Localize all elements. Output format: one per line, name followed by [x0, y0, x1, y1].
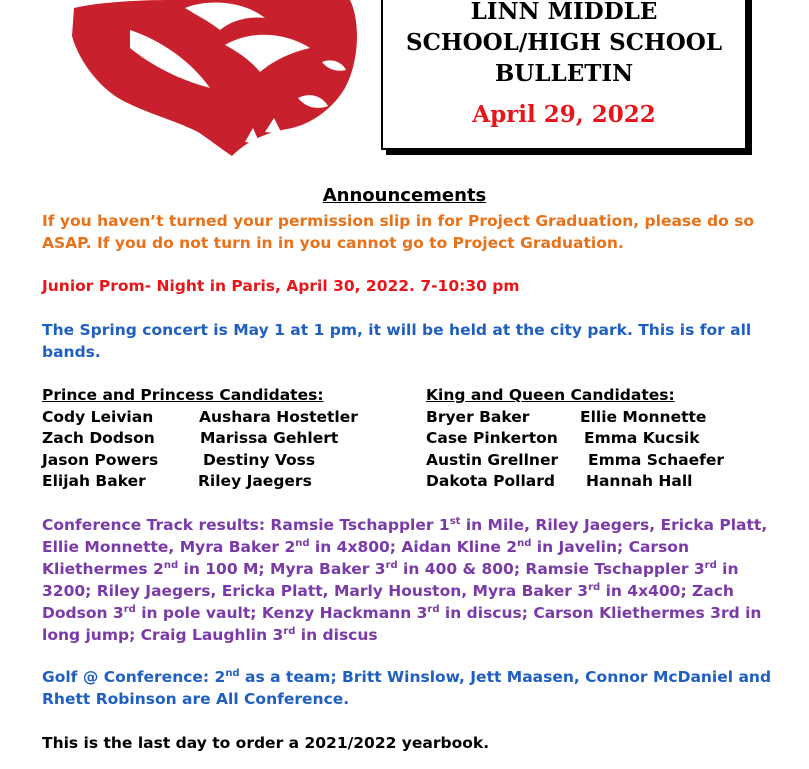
prince-candidate: Cody Leivian: [42, 407, 154, 426]
king-candidate: Case Pinkerton: [426, 429, 558, 447]
title-line-2: SCHOOL/HIGH SCHOOL: [405, 29, 723, 56]
queen-candidate: Ellie Monnette: [580, 407, 707, 426]
ordinal-suffix: rd: [704, 559, 717, 571]
king-queen-heading: King and Queen Candidates:: [426, 386, 675, 404]
track-text: in Mile, Riley Jaegers, Ericka Platt, Ellie Monnette, Myra Baker 2: [42, 516, 768, 556]
queen-candidate: Emma Kucsik: [584, 429, 700, 447]
track-text: in 4x800; Aidan Kline 2: [309, 538, 518, 556]
track-text: in 3200; Riley Jaegers, Ericka Platt, Marly Houston, Myra Baker 3: [42, 560, 739, 600]
queen-candidate: Hannah Hall: [586, 472, 693, 490]
queen-candidate: Emma Schaefer: [588, 450, 725, 469]
track-text: in 400 & 800; Ramsie Tschappler 3: [397, 560, 705, 578]
ordinal-suffix: rd: [588, 581, 601, 593]
announcements-heading: Announcements: [322, 185, 487, 206]
candidate-row: [42, 450, 358, 472]
junior-prom-notice: Junior Prom- Night in Paris, April 30, 2022. 7-10:30 pm: [42, 277, 520, 295]
track-text: in discus; Carson Kliethermes 3rd in long jump; Craig Laughlin 3: [42, 604, 762, 644]
yearbook-notice: This is the last day to order a 2021/2022 yearbook.: [42, 734, 490, 752]
project-graduation-notice: If you haven’t turned your permission slip in for Project Graduation, please do so ASAP. If you do not turn in in you cannot go to Project Graduation.: [42, 212, 755, 252]
candidate-row: [426, 407, 724, 429]
prince-candidate: Jason Powers: [42, 450, 159, 469]
king-candidate: Bryer Baker: [426, 407, 530, 426]
track-text: in 100 M; Myra Baker 3: [178, 560, 386, 578]
title-line-1: LINN MIDDLE: [470, 0, 658, 25]
track-text: in discus: [295, 626, 378, 644]
ordinal-suffix: rd: [427, 603, 440, 615]
ordinal-suffix: nd: [225, 667, 240, 679]
golf-conference-results: [42, 666, 782, 710]
ordinal-suffix: rd: [123, 603, 136, 615]
prince-candidate: Elijah Baker: [42, 472, 146, 490]
king-queen-candidates: [426, 385, 724, 493]
candidate-row: [426, 471, 724, 493]
track-results: [42, 514, 782, 646]
track-text: Conference Track results: Ramsie Tschappler 1: [42, 516, 450, 534]
candidate-row: [42, 428, 358, 450]
princess-candidate: Marissa Gehlert: [200, 429, 339, 447]
golf-text: as a team; Britt Winslow, Jett Maasen, Connor McDaniel and Rhett Robinson are All Conference.: [42, 668, 772, 708]
track-text: in Javelin; Carson Kliethermes 2: [42, 538, 689, 578]
bulletin-date: April 29, 2022: [472, 101, 656, 128]
ordinal-suffix: nd: [295, 537, 310, 549]
candidate-row: [426, 428, 724, 450]
prince-princess-candidates: [42, 385, 358, 493]
candidate-row: [426, 450, 724, 472]
wildcat-head-icon: [60, 0, 360, 160]
track-text: in 4x400; Zach Dodson 3: [42, 582, 734, 622]
candidate-row: [42, 471, 358, 493]
princess-candidate: Aushara Hostetler: [199, 407, 358, 426]
golf-text: Golf @ Conference: 2: [42, 668, 226, 686]
king-candidate: Austin Grellner: [426, 450, 559, 469]
ordinal-suffix: st: [449, 515, 461, 527]
bulletin-title-box: [381, 0, 747, 150]
ordinal-suffix: rd: [283, 625, 296, 637]
king-candidate: Dakota Pollard: [426, 472, 555, 490]
prince-princess-heading: Prince and Princess Candidates:: [42, 386, 324, 404]
princess-candidate: Riley Jaegers: [198, 472, 312, 490]
candidate-row: [42, 407, 358, 429]
ordinal-suffix: rd: [385, 559, 398, 571]
prince-candidate: Zach Dodson: [42, 429, 155, 447]
princess-candidate: Destiny Voss: [203, 450, 316, 469]
ordinal-suffix: nd: [163, 559, 179, 571]
title-line-3: BULLETIN: [494, 60, 634, 87]
track-text: in pole vault; Kenzy Hackmann 3: [135, 604, 428, 622]
ordinal-suffix: nd: [517, 537, 532, 549]
spring-concert-notice: The Spring concert is May 1 at 1 pm, it will be held at the city park. This is for all bands.: [42, 321, 752, 361]
